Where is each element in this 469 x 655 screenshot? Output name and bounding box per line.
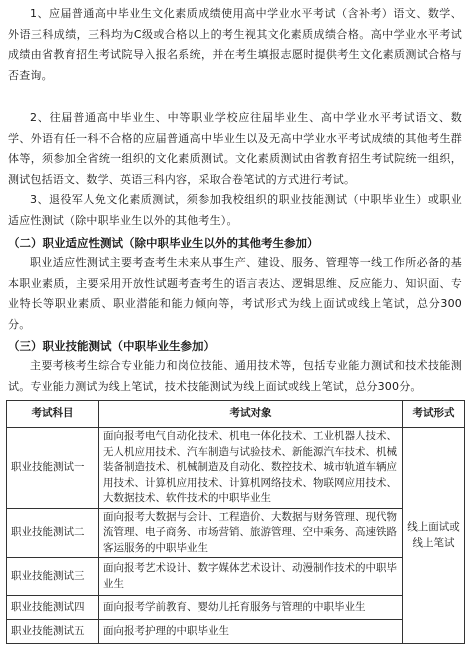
table-cell-subject: 职业技能测试五 — [7, 620, 99, 644]
paragraph-3: 3、退役军人免文化素质测试，须参加我校组织的职业技能测试（中职毕业生）或职业适应性测试（除中职毕业生以外的其他考生）。 — [8, 193, 462, 227]
table-cell-target: 面向报考电气自动化技术、机电一体化技术、工业机器人技术、无人机应用技术、汽车制造与试验技术、新能源汽车技术、机械装备制造技术、机械制造及自动化、数控技术、城市轨道车辆应用技术、计算机应用技术、计算机网络技术、物联网应用技术、大数据技术、软件技术的中职毕业生 — [99, 428, 403, 509]
header-subject: 考试科目 — [7, 401, 99, 428]
table-header-row — [7, 401, 465, 428]
table-row — [7, 428, 465, 509]
table-cell-target: 面向报考大数据与会计、工程造价、大数据与财务管理、现代物流管理、电子商务、市场营销、旅游管理、空中乘务、高速铁路客运服务的中职毕业生 — [99, 508, 403, 558]
table-cell-target: 面向报考护理的中职毕业生 — [99, 620, 403, 644]
paragraph-5: 主要考核考生综合专业能力和岗位技能、通用技术等，包括专业能力测试和技术技能测试。专业能力测试为线上笔试，技术技能测试为线上面试或线上笔试，总分300分。 — [8, 359, 462, 393]
paragraph-4: 职业适应性测试主要考查考生未来从事生产、建设、服务、管理等一线工作所必备的基本职业素质，主要采用开放性试题考查考生的语言表达、逻辑思维、反应能力、知识面、专业特长等职业素质、职业潜能和能力倾向等，考试形式为线上面试或线上笔试，总分300分。 — [8, 256, 462, 331]
table-row — [7, 508, 465, 558]
paragraph-2: 2、往届普通高中毕业生、中等职业学校应往届毕业生、高中学业水平考试语文、数学、外语有任一科不合格的应届普通高中毕业生以及无高中学业水平考试成绩的其他考生群体等，须参加全省统一组织的文化素质测试。文化素质测试由省教育招生考试院统一组织，测试包括语文、数学、英语三科内容，采取合卷笔试的方式进行考试。 — [8, 111, 462, 186]
table-row — [7, 596, 465, 620]
table-row — [7, 558, 465, 596]
table-cell-subject: 职业技能测试一 — [7, 428, 99, 509]
table-cell-subject: 职业技能测试三 — [7, 558, 99, 596]
table-row — [7, 620, 465, 644]
table-cell-form: 线上面试或线上笔试 — [403, 428, 465, 644]
header-form: 考试形式 — [403, 401, 465, 428]
section-heading-3: （三）职业技能测试（中职毕业生参加） — [8, 339, 215, 353]
table-cell-target: 面向报考学前教育、婴幼儿托育服务与管理的中职毕业生 — [99, 596, 403, 620]
section-heading-2: （二）职业适应性测试（除中职毕业生以外的其他考生参加） — [8, 236, 319, 250]
table-cell-subject: 职业技能测试二 — [7, 508, 99, 558]
table-cell-subject: 职业技能测试四 — [7, 596, 99, 620]
table-cell-target: 面向报考艺术设计、数字媒体艺术设计、动漫制作技术的中职毕业生 — [99, 558, 403, 596]
exam-table — [6, 400, 465, 644]
header-target: 考试对象 — [99, 401, 403, 428]
paragraph-1: 1、应届普通高中毕业生文化素质成绩使用高中学业水平考试（含补考）语文、数学、外语三科成绩，三科均为C级或合格以上的考生视其文化素质成绩合格。高中学业水平考试成绩由省教育招生考试院导入报名系统，并在考生填报志愿时提供考生文化素质测试合格与否查询。 — [8, 7, 462, 82]
